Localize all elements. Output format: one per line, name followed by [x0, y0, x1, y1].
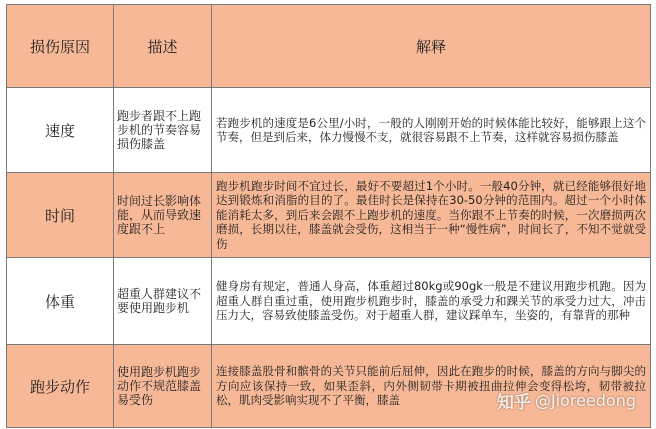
watermark: [497, 388, 636, 413]
table-row: [7, 345, 651, 428]
header-explanation: 解释: [212, 5, 651, 88]
description-cell: 超重人群建议不要使用跑步机: [114, 258, 212, 345]
header-cause: 损伤原因: [7, 5, 114, 88]
injury-causes-table: [6, 4, 651, 428]
zhihu-logo: 知乎: [496, 393, 531, 413]
cause-cell: 速度: [7, 88, 114, 173]
cause-cell: 时间: [7, 173, 114, 258]
table-row: [7, 173, 651, 258]
explanation-cell: 若跑步机的速度是6公里/小时，一般的人刚刚开始的时候体能比较好，能够跟上这个节奏，但是到后来，体力慢慢不支，就很容易跟不上节奏，这样就容易损伤膝盖: [212, 88, 651, 173]
table-row: [7, 258, 651, 345]
cause-cell: 体重: [7, 258, 114, 345]
cause-cell: 跑步动作: [7, 345, 114, 428]
table-row: [7, 88, 651, 173]
description-cell: 跑步者跟不上跑步机的节奏容易损伤膝盖: [114, 88, 212, 173]
explanation-cell: 跑步机跑步时间不宜过长，最好不要超过1个小时。一般40分钟，就已经能够很好地达到锻炼和消脂的目的了。最佳时长是保持在30-50分钟的范围内。超过一个小时体能消耗太多，到后来会跟不上跑步机的速度。当你跟不上节奏的时候，一次磨损两次磨损，长期以往，膝盖就会受伤，这相当于一种“慢性病”，时间长了，不知不觉就受伤: [212, 173, 651, 258]
description-cell: 时间过长影响体能，从而导致速度跟不上: [114, 173, 212, 258]
explanation-cell: 健身房有规定，普通人身高，体重超过80kg或90gk一般是不建议用跑步机跑。因为超重人群自重过重，使用跑步机跑步时，膝盖的承受力和踝关节的承受力过大，冲击压力大，容易致使膝盖受伤。对于超重人群，建议踩单车，坐姿的，有靠背的那种: [212, 258, 651, 345]
description-cell: 使用跑步机跑步动作不规范膝盖易受伤: [114, 345, 212, 428]
watermark-handle: @Jioreedong: [534, 391, 636, 410]
table-header-row: [7, 5, 651, 88]
explanation-cell: 连接膝盖股骨和髌骨的关节只能前后屈伸，因此在跑步的时候，膝盖的方向与脚尖的方向应该保持一致，如果歪斜，内外侧韧带卡期被扭曲拉伸会变得松垮，韧带被拉松，肌肉受影响实现不了平衡，膝盖: [212, 345, 651, 428]
header-description: 描述: [114, 5, 212, 88]
